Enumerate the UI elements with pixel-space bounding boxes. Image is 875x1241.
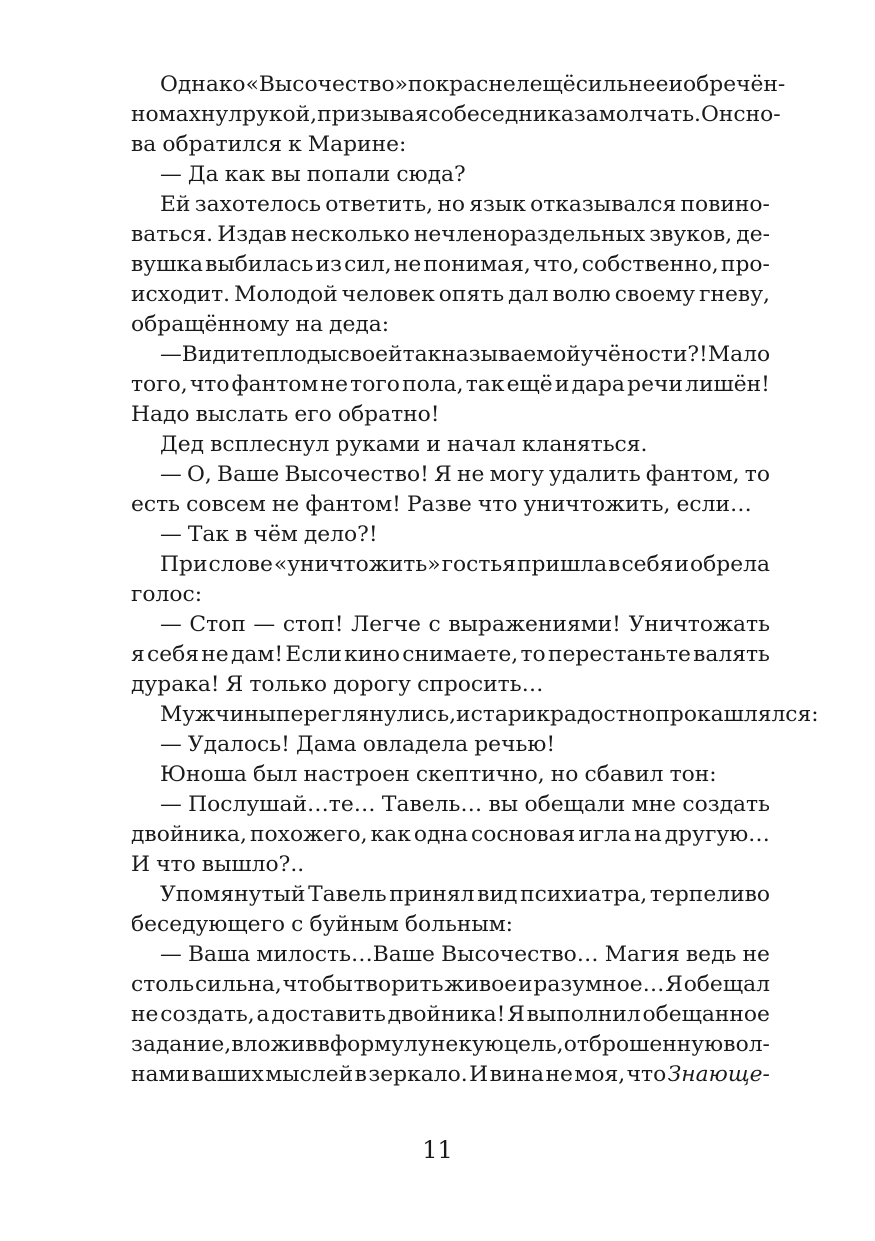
text-line: но махнул рукой, призывая собеседника замолчать. Он сно-: [131, 102, 781, 127]
text-line: беседующего с буйным больным:: [131, 912, 514, 937]
text-line: обращённому на деда:: [131, 312, 390, 337]
italic-word: Знающе-: [667, 1062, 770, 1087]
text-line: И что вышло?..: [131, 852, 305, 877]
page-number: 11: [422, 1136, 453, 1164]
text-line: дурака! Я только дорогу спросить…: [131, 672, 544, 697]
text-line: Однако «Высочество» покраснел ещё сильнее и обречён-: [160, 72, 786, 97]
text-line: не создать, а доставить двойника! Я выполнил обещанное: [131, 1002, 770, 1027]
text-line: — О, Ваше Высочество! Я не могу удалить фантом, то: [160, 462, 770, 487]
text-line: я себя не дам! Если кино снимаете, то перестаньте валять: [131, 642, 770, 667]
text-line: вушка выбилась из сил, не понимая, что, собственно, про-: [131, 252, 770, 277]
text-line: Юноша был настроен скептично, но сбавил тон:: [160, 762, 717, 787]
page-text: [131, 70, 819, 1090]
text-line: Мужчины переглянулись, и старик радостно прокашлялся:: [160, 702, 819, 727]
text-line: Ей захотелось ответить, но язык отказывался повино-: [160, 192, 770, 217]
text-line: того, что фантом не того пола, так ещё и дара речи лишён!: [131, 372, 770, 397]
text-line: двойника, похожего, как одна сосновая игла на другую…: [131, 822, 770, 847]
text-line: Надо выслать его обратно!: [131, 402, 440, 427]
text-line: есть совсем не фантом! Разве что уничтожить, если…: [131, 492, 752, 517]
text-line: задание, вложив в формулу некую цель, отброшенную вол-: [131, 1032, 770, 1057]
text-line: столь сильна, чтобы творить живое и разумное… Я обещал: [131, 972, 770, 997]
text-line: исходит. Молодой человек опять дал волю своему гневу,: [131, 282, 770, 307]
text-line: нами ваших мыслей в зеркало. И вина не моя, что Знающе-: [131, 1060, 770, 1090]
text-line: ва обратился к Марине:: [131, 132, 407, 157]
text-line: ваться. Издав несколько нечленораздельных звуков, де-: [131, 222, 770, 247]
text-line: — Так в чём дело?!: [160, 522, 378, 547]
text-line: Дед всплеснул руками и начал кланяться.: [160, 432, 648, 457]
text-line: — Удалось! Дама овладела речью!: [160, 732, 556, 757]
text-line: Упомянутый Тавель принял вид психиатра, терпеливо: [160, 882, 770, 907]
text-line: — Да как вы попали сюда?: [160, 162, 466, 187]
text-line: — Послушай…те… Тавель… вы обещали мне создать: [160, 792, 770, 817]
text-line: голос:: [131, 582, 203, 607]
text-line: — Ваша милость…Ваше Высочество… Магия ведь не: [160, 942, 770, 967]
text-line: — Стоп — стоп! Легче с выражениями! Уничтожать: [160, 612, 770, 637]
text-line: При слове «уничтожить» гостья пришла в себя и обрела: [160, 552, 770, 577]
text-line: — Видите плоды своей так называемой учёности?! Мало: [160, 342, 771, 367]
